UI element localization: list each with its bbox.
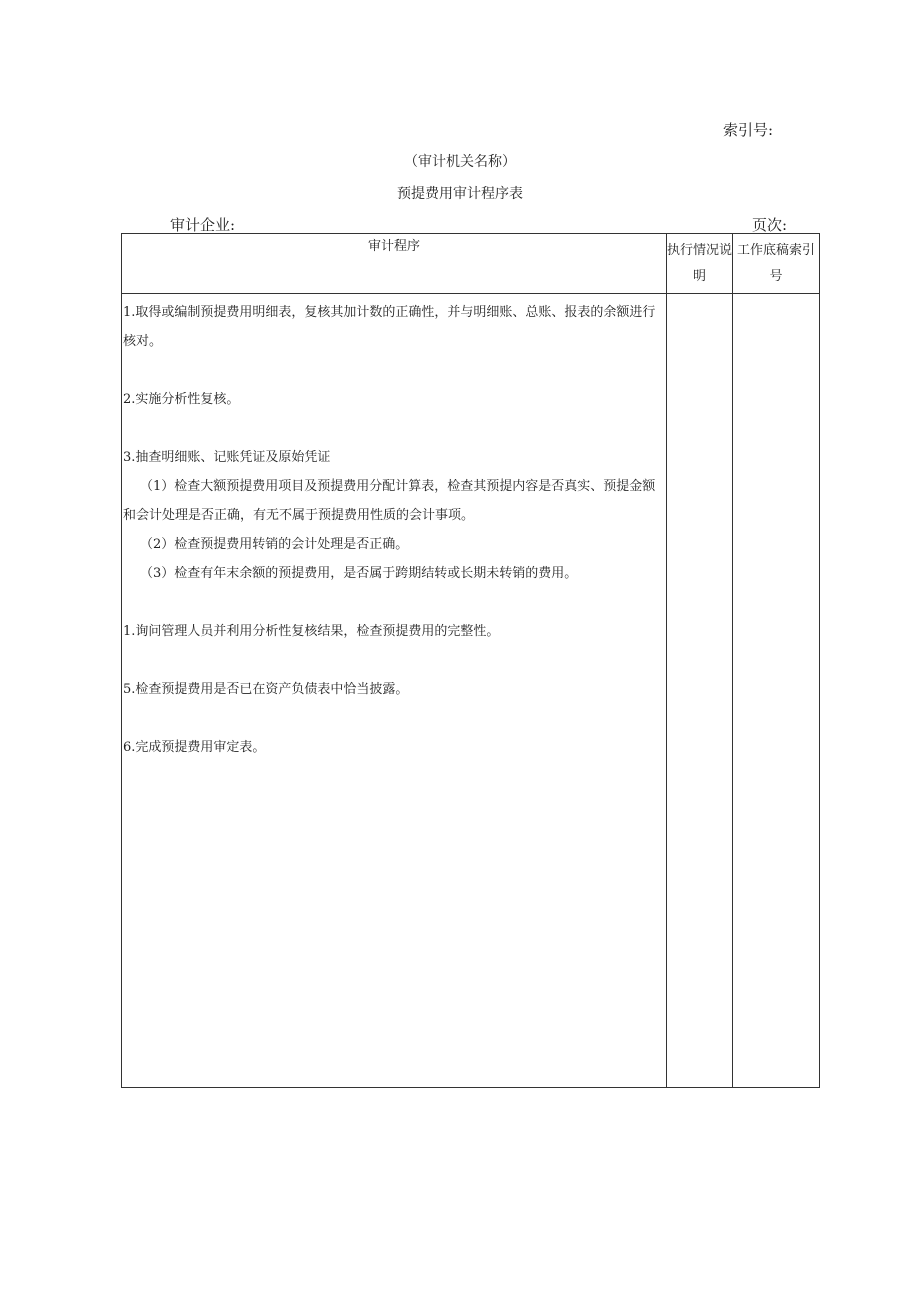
procedure-subitem: （2）检查预提费用转销的会计处理是否正确。 — [140, 537, 409, 552]
procedure-item: 2.实施分析性复核。 — [123, 392, 240, 407]
procedure-cell — [122, 294, 667, 1088]
column-header-execution: 执行情况说明 — [667, 234, 733, 294]
table-header-row — [122, 234, 820, 294]
procedure-list — [122, 294, 666, 762]
procedure-item: 1.取得或编制预提费用明细表，复核其加计数的正确性，并与明细账、总账、报表的余额进行核对。 — [123, 305, 656, 349]
document-title: 预提费用审计程序表 — [397, 186, 523, 202]
procedure-item: 1.询问管理人员并利用分析性复核结果，检查预提费用的完整性。 — [123, 624, 500, 639]
audited-company-label: 审计企业: — [170, 216, 236, 234]
column-header-procedure: 审计程序 — [122, 234, 667, 294]
workpaper-index-cell[interactable] — [733, 294, 820, 1088]
column-header-workpaper-index: 工作底稿索引号 — [733, 234, 820, 294]
page-number-label: 页次: — [752, 216, 788, 234]
table-body-row — [122, 294, 820, 1088]
execution-notes-cell[interactable] — [667, 294, 733, 1088]
procedure-subitem: （1）检查大额预提费用项目及预提费用分配计算表，检查其预提内容是否真实、预提金额和会计处理是否正确，有无不属于预提费用性质的会计事项。 — [123, 479, 656, 523]
procedure-item: 6.完成预提费用审定表。 — [123, 740, 266, 755]
procedure-item: 3.抽查明细账、记账凭证及原始凭证 — [123, 450, 331, 465]
index-number-label: 索引号: — [723, 121, 774, 139]
procedure-item: 5.检查预提费用是否已在资产负债表中恰当披露。 — [123, 682, 409, 697]
audit-organization-name: （审计机关名称） — [404, 154, 516, 170]
procedure-subitem: （3）检查有年末余额的预提费用，是否属于跨期结转或长期未转销的费用。 — [140, 566, 578, 581]
audit-procedure-table — [121, 233, 820, 1088]
